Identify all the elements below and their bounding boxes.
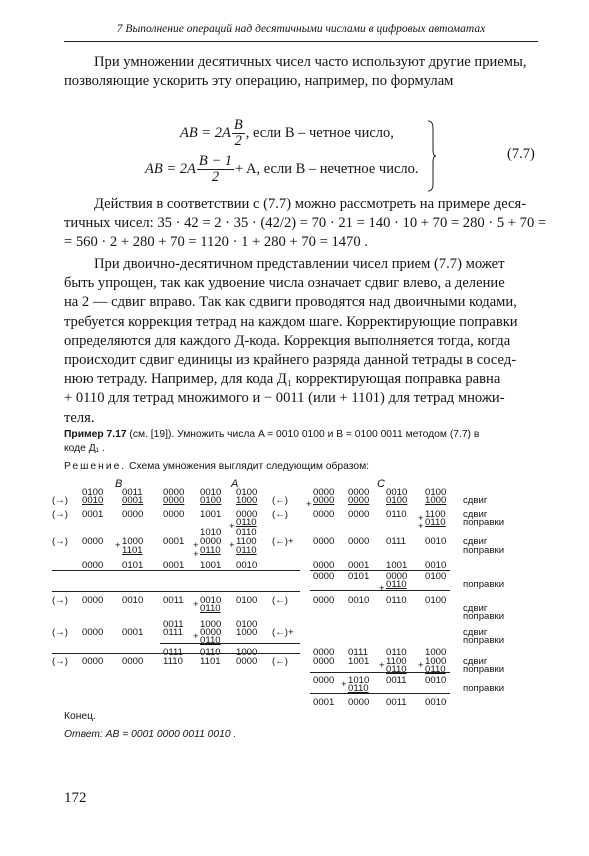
bcd-tetrad: 0110 [348,683,369,694]
plus-sign: + [193,540,199,551]
bcd-tetrad: 1101 [200,656,221,667]
bcd-tetrad: 1010 [348,675,370,686]
bcd-tetrad: 0000 [313,560,335,571]
text-line: нюю тетраду. Например, для кода Д₁ корректирующая поправка равна [64,371,501,388]
plus-sign: + [306,499,312,510]
col-head-b: B [115,478,123,490]
bcd-tetrad: 0000 [313,495,335,506]
plus-sign: + [193,599,199,610]
bcd-tetrad: 0100 [425,571,447,582]
answer-label: Ответ: [64,729,103,740]
bcd-tetrad: 1000 [425,656,447,667]
text-line: тичных чисел: 35 · 42 = 2 · 35 · (42/2) = 70 · 21 = 140 · 10 + 70 = 280 · 5 + 70 = [64,215,547,232]
bcd-tetrad: 0001 [122,627,144,638]
shift-marker: (←)+ [272,536,294,547]
step-label: поправки [463,545,505,556]
bcd-tetrad: 0101 [348,571,370,582]
equation-number: (7.7) [507,146,535,162]
bcd-tetrad: 0001 [163,536,185,547]
example-answer [64,728,538,742]
bcd-tetrad: 0110 [386,647,407,658]
plus-sign: + [379,660,385,671]
bcd-tetrad: 0110 [200,545,221,556]
bcd-tetrad: 0110 [386,664,407,675]
shift-marker: (←)+ [272,627,294,638]
plus-sign: + [229,540,235,551]
bcd-tetrad: 1001 [200,509,222,520]
bcd-tetrad: 0100 [425,487,447,498]
bcd-tetrad: 0010 [348,595,370,606]
bcd-tetrad: 0110 [386,579,407,590]
plus-sign: + [341,679,347,690]
step-label: поправки [463,664,505,675]
bcd-tetrad: 0000 [348,495,370,506]
plus-sign: + [418,521,424,532]
step-label: сдвиг [463,509,488,520]
shift-marker: (←) [272,509,288,520]
bcd-tetrad: 1000 [236,495,258,506]
bcd-tetrad: 0010 [425,536,447,547]
bcd-tetrad: 0000 [82,656,104,667]
formula-line-2: AB = 2A $\frac{B - 1}{2}$ + A, если B – нечетное число. [145,153,419,185]
bcd-tetrad: 0010 [236,560,258,571]
sum-rule [310,590,450,591]
bcd-tetrad: 0000 [313,571,335,582]
solution-label: Решение. [64,461,127,472]
bcd-tetrad: 0010 [200,595,222,606]
text-line: быть упрощен, так как удвоение числа означает сдвиг влево, а деление [64,275,505,292]
bcd-tetrad: 0100 [386,495,408,506]
sum-rule [52,570,300,571]
bcd-tetrad: 0000 [163,509,185,520]
bcd-tetrad: 1000 [425,647,447,658]
shift-marker: (→) [52,595,68,606]
step-label: поправки [463,579,505,590]
plus-sign: + [379,583,385,594]
bcd-tetrad: 1000 [425,495,447,506]
bcd-tetrad: 1100 [236,536,257,547]
bcd-tetrad: 0110 [200,647,221,658]
step-label: поправки [463,611,505,622]
shift-marker: (→) [52,536,68,547]
sum-rule [52,653,300,654]
bcd-tetrad: 0000 [348,697,370,708]
bcd-tetrad: 0100 [236,619,258,630]
bcd-tetrad: 0001 [163,560,185,571]
bcd-tetrad: 0000 [122,509,144,520]
plus-sign: + [193,549,199,560]
bcd-tetrad: 0000 [236,656,258,667]
example-statement: (см. [19]). Умножить числа A = 0010 0100 и B = 0100 0011 методом (7.7) в [126,429,480,440]
bcd-tetrad: 0101 [122,560,144,571]
shift-marker: (←) [272,656,288,667]
bcd-tetrad: 0111 [163,647,183,658]
bcd-tetrad: 0000 [200,536,222,547]
bcd-tetrad: 0000 [313,509,335,520]
running-header: 7 Выполнение операций над десятичными числами в цифровых автоматах [116,23,486,35]
bcd-tetrad: 0111 [348,647,368,658]
bcd-tetrad: 0010 [425,697,447,708]
bcd-tetrad: 0000 [348,487,370,498]
bcd-tetrad: 0001 [313,697,335,708]
example-end: Конец. [64,711,96,722]
step-label: сдвиг [463,536,488,547]
bcd-tetrad: 0000 [122,656,144,667]
bcd-tetrad: 1000 [236,627,258,638]
answer-value: AB = 0001 0000 0011 0010 . [102,729,237,740]
bcd-tetrad: 0010 [200,487,222,498]
col-head-a: A [231,478,239,490]
bcd-tetrad: 0000 [200,627,222,638]
bcd-tetrad: 0000 [313,675,335,686]
bcd-tetrad: 0000 [313,647,335,658]
plus-sign: + [193,631,199,642]
bcd-tetrad: 0011 [163,595,184,606]
bcd-tetrad: 0100 [236,487,258,498]
bcd-tetrad: 0000 [236,509,258,520]
bcd-tetrad: 0010 [122,595,144,606]
bcd-tetrad: 0110 [236,545,257,556]
step-label: сдвиг [463,495,488,506]
bcd-tetrad: 0110 [236,517,257,528]
bcd-tetrad: 0000 [313,487,335,498]
bcd-tetrad: 0110 [200,635,221,646]
bcd-tetrad: 0010 [425,560,447,571]
sum-rule [310,570,450,571]
sum-rule [52,591,300,592]
bcd-tetrad: 0110 [200,603,221,614]
bcd-tetrad: 0011 [386,697,407,708]
text-line: теля. [64,409,95,426]
bcd-tetrad: 0100 [200,495,222,506]
bcd-tetrad: 1000 [122,536,144,547]
bcd-tetrad: 1010 [200,527,222,538]
sum-rule [160,643,300,644]
bcd-tetrad: 0001 [122,495,144,506]
bcd-tetrad: 0000 [163,487,185,498]
bcd-tetrad: 0011 [386,675,407,686]
bcd-tetrad: 1000 [236,647,258,658]
bcd-tetrad: 1100 [425,509,446,520]
step-label: сдвиг [463,603,488,614]
bcd-tetrad: 0000 [313,656,335,667]
bcd-tetrad: 1001 [386,560,408,571]
bcd-tetrad: 0011 [163,619,184,630]
text-line: происходит сдвиг единицы из крайнего разряда данной тетрады в сосед- [64,352,517,369]
shift-marker: (←) [272,495,288,506]
example-title: Пример 7.17 [64,429,127,440]
bcd-tetrad: 0010 [386,487,408,498]
col-head-c: C [377,478,385,490]
bcd-tetrad: 1100 [386,656,407,667]
sum-rule [310,693,450,694]
shift-marker: (→) [52,495,68,506]
bcd-tetrad: 0000 [82,595,104,606]
bcd-tetrad: 1001 [348,656,370,667]
shift-marker: (→) [52,627,68,638]
bcd-tetrad: 0000 [82,627,104,638]
shift-marker: (→) [52,656,68,667]
bcd-tetrad: 0110 [386,509,407,520]
bcd-tetrad: 0000 [313,536,335,547]
sum-rule [310,672,450,673]
bcd-tetrad: 0000 [386,571,408,582]
text-line: Действия в соответствии с (7.7) можно рассмотреть на примере деся- [94,196,527,212]
bcd-tetrad: 0111 [163,627,183,638]
bcd-tetrad: 0000 [313,595,335,606]
bcd-tetrad: 0000 [348,509,370,520]
plus-sign: + [229,521,235,532]
page-number: 172 [64,790,87,806]
bcd-tetrad: 0111 [386,536,406,547]
step-label: сдвиг [463,656,488,667]
bcd-tetrad: 1101 [122,545,143,556]
plus-sign: + [418,513,424,524]
solution-text: Схема умножения выглядит следующим образом: [126,461,370,472]
shift-marker: (←) [272,595,288,606]
example-statement-line2: коде Д₁ . [64,443,105,454]
bcd-tetrad: 0000 [82,560,104,571]
bcd-tetrad: 0011 [122,487,143,498]
bcd-tetrad: 0000 [348,536,370,547]
bcd-tetrad: 0010 [425,675,447,686]
shift-marker: (→) [52,509,68,520]
text-line: позволяющие ускорить эту операцию, например, по формулам [64,73,454,90]
formula-line-1: AB = 2A $\frac{B}{2}$ , если B – четное число, [180,117,394,149]
step-label: поправки [463,517,505,528]
text-line: на 2 — сдвиг вправо. Так как сдвиги проводятся над двоичными кодами, [64,294,517,311]
bcd-tetrad: 1001 [200,560,222,571]
bcd-tetrad: 1000 [200,619,222,630]
text-line: При двоично-десятичном представлении чисел прием (7.7) может [94,256,505,272]
plus-sign: + [115,540,121,551]
text-line: = 560 · 2 + 280 + 70 = 1120 · 1 + 280 + 70 = 1470 . [64,234,368,251]
bcd-tetrad: 0110 [236,527,257,538]
bcd-tetrad: 0110 [386,595,407,606]
step-label: поправки [463,635,505,646]
bcd-tetrad: 0100 [425,595,447,606]
bcd-tetrad: 0100 [82,487,104,498]
bcd-tetrad: 0001 [348,560,370,571]
bcd-tetrad: 0000 [82,536,104,547]
text-line: требуется коррекция тетрад на каждом шаге. Корректирующие поправки [64,313,518,330]
text-line: При умножении десятичных чисел часто используют другие приемы, [94,54,527,70]
step-label: поправки [463,683,505,694]
bcd-tetrad: 1110 [163,656,183,667]
step-label: сдвиг [463,627,488,638]
bcd-tetrad: 0100 [236,595,258,606]
text-line: + 0110 для тетрад множимого и − 0011 (или + 1101) для тетрад множи- [64,390,505,407]
bcd-tetrad: 0010 [82,495,104,506]
bcd-tetrad: 0000 [163,495,185,506]
plus-sign: + [418,660,424,671]
bcd-tetrad: 0110 [425,517,446,528]
bcd-tetrad: 0110 [425,664,446,675]
text-line: определяются для каждого Д-кода. Коррекция выполняется тогда, когда [64,332,511,349]
bcd-tetrad: 0001 [82,509,104,520]
